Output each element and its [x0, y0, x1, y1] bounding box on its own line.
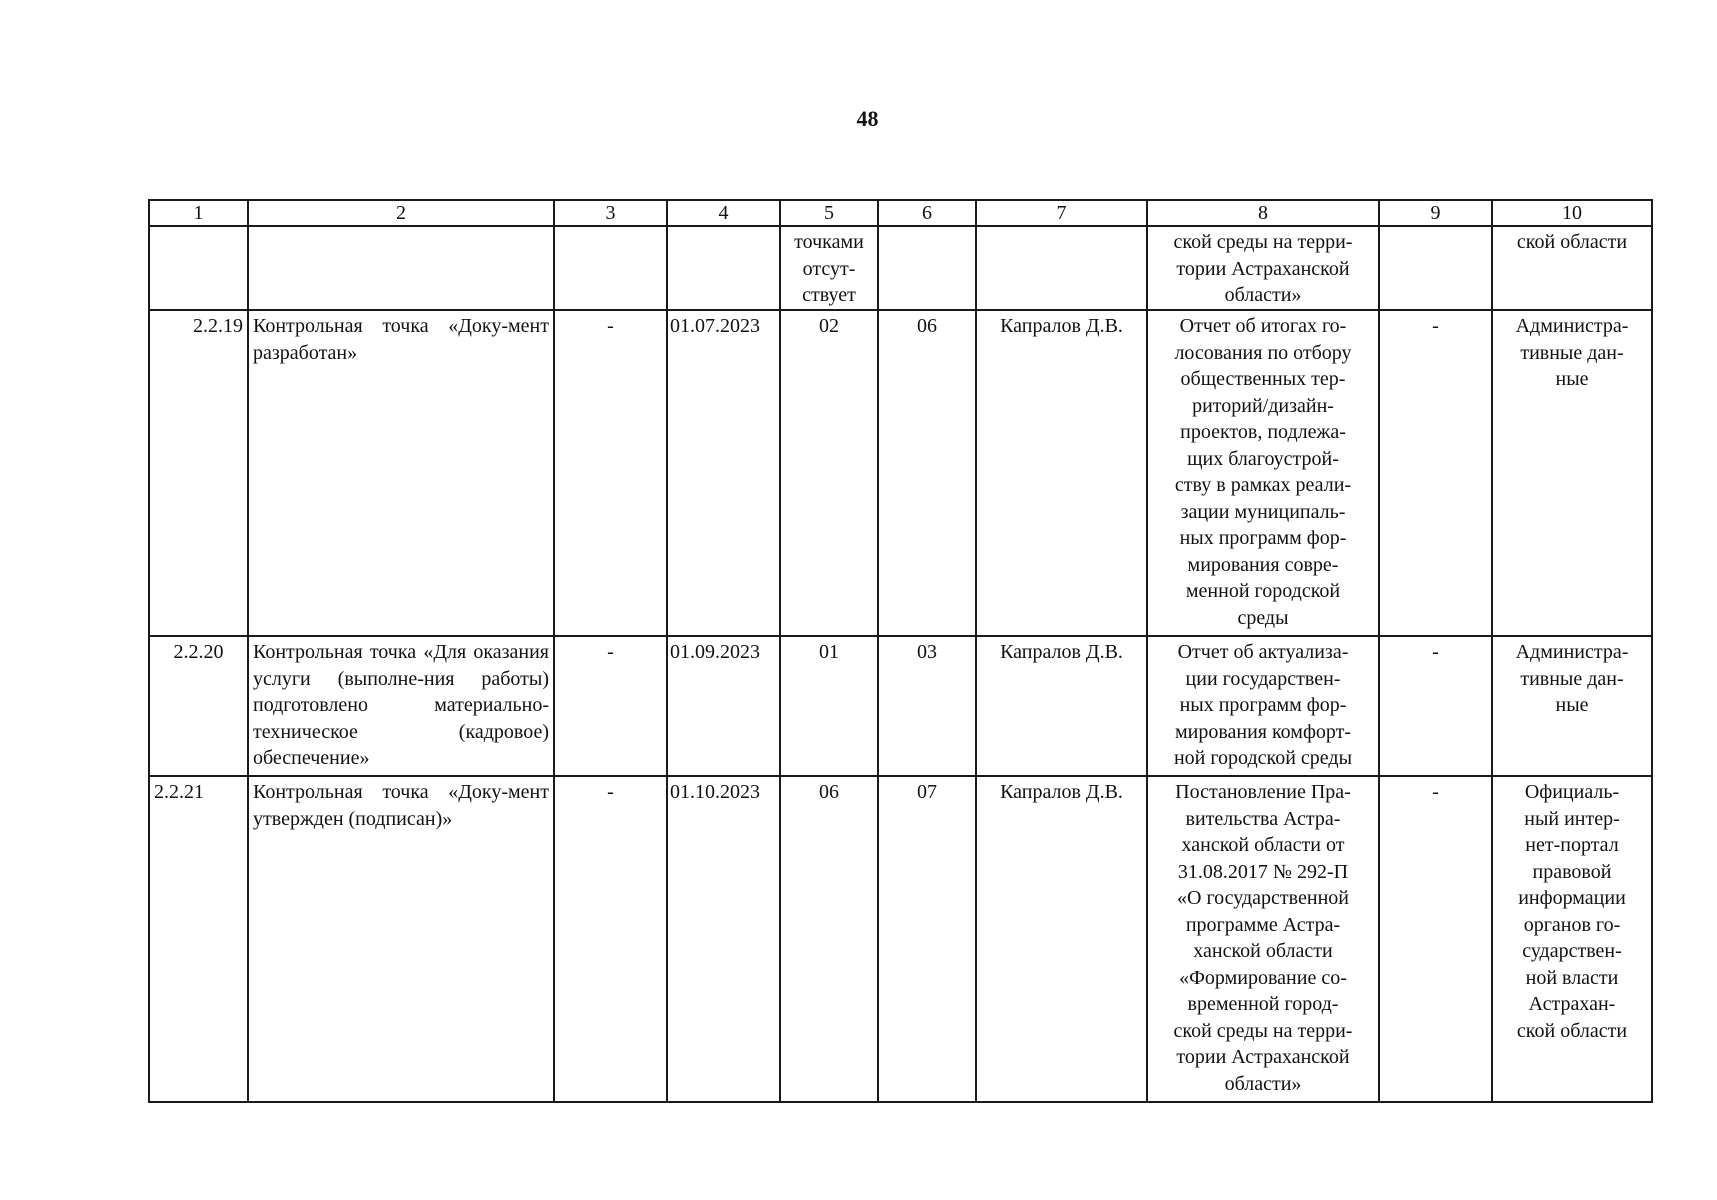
cont-cell-3 — [554, 226, 667, 310]
cont-cell-8: ской среды на терри- тории Астраханской области» — [1147, 226, 1379, 310]
table-row — [149, 776, 1652, 1102]
row-responsible: Капралов Д.В. — [976, 636, 1147, 776]
cont-cell-10: ской области — [1492, 226, 1652, 310]
row-responsible: Капралов Д.В. — [976, 310, 1147, 636]
row-col5: 01 — [780, 636, 878, 776]
header-col-2: 2 — [248, 200, 554, 226]
row-date: 01.09.2023 — [667, 636, 780, 776]
header-col-9: 9 — [1379, 200, 1492, 226]
cont-cell-1 — [149, 226, 248, 310]
header-row — [149, 200, 1652, 226]
cont-cell-9 — [1379, 226, 1492, 310]
control-points-table — [148, 199, 1653, 1103]
row-responsible: Капралов Д.В. — [976, 776, 1147, 1102]
row-number: 2.2.20 — [149, 636, 248, 776]
header-col-10: 10 — [1492, 200, 1652, 226]
row-col9: - — [1379, 776, 1492, 1102]
row-col6: 06 — [878, 310, 976, 636]
row-date: 01.07.2023 — [667, 310, 780, 636]
cont-cell-6 — [878, 226, 976, 310]
header-col-3: 3 — [554, 200, 667, 226]
row-col3: - — [554, 310, 667, 636]
row-document: Отчет об итогах го- лосования по отбору общественных тер- риторий/дизайн- проектов, подлежа- щих благоустрой- ству в рамках реали- зации муниципаль- ных программ фор- мирования совре- менной городской среды — [1147, 310, 1379, 636]
row-source: Администра- тивные дан- ные — [1492, 310, 1652, 636]
cont-cell-4 — [667, 226, 780, 310]
cont-cell-7 — [976, 226, 1147, 310]
row-col9: - — [1379, 310, 1492, 636]
row-document: Постановление Пра- вительства Астра- ханской области от 31.08.2017 № 292-П «О государственной программе Астра- ханской области «Формирование со- временной город- ской среды на терри- тории Астраханской области» — [1147, 776, 1379, 1102]
row-col6: 03 — [878, 636, 976, 776]
header-col-7: 7 — [976, 200, 1147, 226]
cont-cell-5: точками отсут- ствует — [780, 226, 878, 310]
header-col-5: 5 — [780, 200, 878, 226]
row-name: Контрольная точка «Для оказания услуги (выполне-ния работы) подготовлено материально-техническое (кадровое) обеспечение» — [248, 636, 554, 776]
header-col-6: 6 — [878, 200, 976, 226]
row-date: 01.10.2023 — [667, 776, 780, 1102]
row-number: 2.2.19 — [149, 310, 248, 636]
page-number: 48 — [856, 106, 879, 131]
cont-cell-2 — [248, 226, 554, 310]
header-col-8: 8 — [1147, 200, 1379, 226]
row-document: Отчет об актуализа- ции государствен- ных программ фор- мирования комфорт- ной городской среды — [1147, 636, 1379, 776]
row-source: Администра- тивные дан- ные — [1492, 636, 1652, 776]
row-col3: - — [554, 636, 667, 776]
row-number: 2.2.21 — [149, 776, 248, 1102]
table-row — [149, 636, 1652, 776]
row-col6: 07 — [878, 776, 976, 1102]
row-name: Контрольная точка «Доку-мент разработан» — [248, 310, 554, 636]
row-col9: - — [1379, 636, 1492, 776]
continuation-row — [149, 226, 1652, 310]
row-col5: 02 — [780, 310, 878, 636]
header-col-1: 1 — [149, 200, 248, 226]
row-source: Официаль- ный интер- нет-портал правовой информации органов го- сударствен- ной власти Астрахан- ской области — [1492, 776, 1652, 1102]
table-row — [149, 310, 1652, 636]
header-col-4: 4 — [667, 200, 780, 226]
row-col5: 06 — [780, 776, 878, 1102]
row-name: Контрольная точка «Доку-мент утвержден (подписан)» — [248, 776, 554, 1102]
row-col3: - — [554, 776, 667, 1102]
